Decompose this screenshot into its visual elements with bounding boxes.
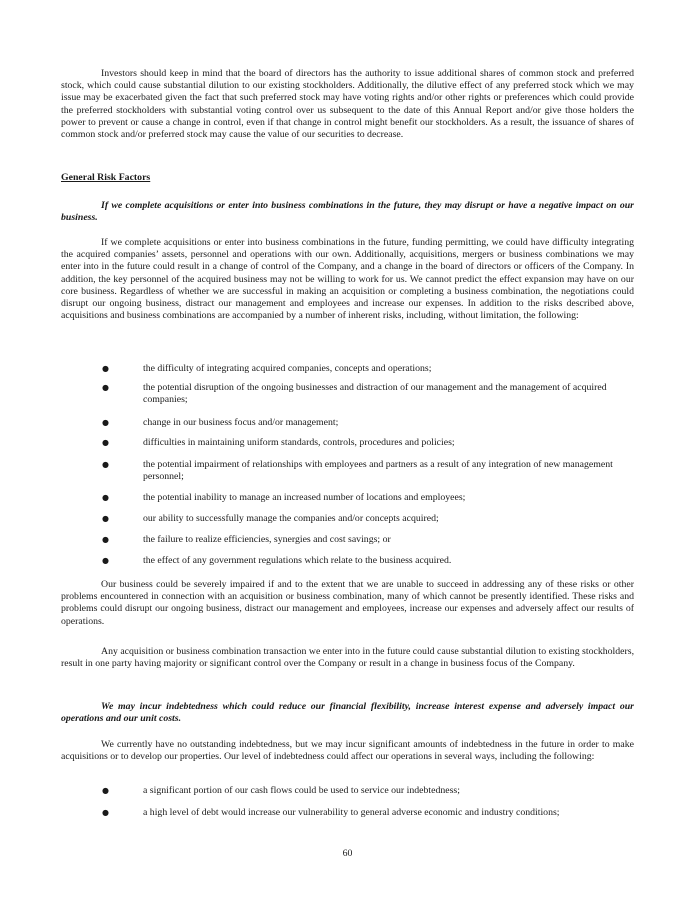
list-item-text: the effect of any government regulations which relate to the business acquired. (143, 555, 452, 566)
acquisition-risks-paragraph: Our business could be severely impaired if and to the extent that we are unable to succeed in addressing any of these risks or other problems encountered in connection with an acquisition or business combination, many of which cannot be presently identified. These risks and problems could disrupt our ongoing business, distract our management and employees, increase our expenses and adversely affect our results of operations. (61, 579, 634, 627)
acquisition-dilution-paragraph: Any acquisition or business combination transaction we enter into in the future could cause substantial dilution to existing stockholders, result in one party having majority or significant control over the Company or result in a change in business focus of the Company. (61, 646, 635, 670)
page-number: 60 (342, 848, 353, 859)
list-item-text: the potential disruption of the ongoing businesses and distraction of our management and the management of acquired companies; (143, 382, 607, 406)
bullet-icon: ● (102, 460, 109, 469)
list-item-text: the potential impairment of relationships with employees and partners as a result of any integration of new management personnel; (143, 459, 613, 483)
risk-title-acquisitions: If we complete acquisitions or enter into business combinations in the future, they may disrupt or have a negative impact on our business. (61, 200, 634, 224)
list-item-text: a significant portion of our cash flows could be used to service our indebtedness; (143, 785, 460, 796)
list-item-text: a high level of debt would increase our vulnerability to general adverse economic and industry conditions; (143, 807, 560, 818)
bullet-icon: ● (102, 808, 109, 817)
list-item-text: our ability to successfully manage the companies and/or concepts acquired; (143, 513, 439, 524)
list-item-text: the failure to realize efficiencies, synergies and cost savings; or (143, 534, 391, 545)
section-heading: General Risk Factors (61, 172, 151, 183)
list-item-text: difficulties in maintaining uniform standards, controls, procedures and policies; (143, 437, 455, 448)
bullet-icon: ● (102, 535, 109, 544)
bullet-icon: ● (102, 556, 109, 565)
bullet-icon: ● (102, 493, 109, 502)
risk-paragraph-indebtedness: We currently have no outstanding indebtedness, but we may incur significant amounts of indebtedness in the future in order to make acquisitions or to develop our properties. Our level of indebtedness could affect our operations in several ways, including the following: (61, 739, 634, 763)
risk-paragraph-acquisitions: If we complete acquisitions or enter into business combinations in the future, funding permitting, we could have difficulty integrating the acquired companies’ assets, personnel and operations with our own. Additionally, acquisitions, mergers or business combinations we may enter into in the future could result in a change of control of the Company, and a change in the board of directors or officers of the Company. In addition, the key personnel of the acquired business may not be willing to work for us. We cannot predict the effect expansion may have on our core business. Regardless of whether we are successful in making an acquisition or completing a business combination, the negotiations could disrupt our ongoing business, distract our management and employees and increase our expenses. In addition to the risks described above, acquisitions and business combinations are accompanied by a number of inherent risks, including, without limitation, the following: (61, 237, 634, 322)
bullet-icon: ● (102, 383, 109, 392)
bullet-icon: ● (102, 364, 109, 373)
list-item-text: change in our business focus and/or management; (143, 417, 339, 428)
intro-paragraph: Investors should keep in mind that the board of directors has the authority to issue additional shares of common stock and preferred stock, which could cause substantial dilution to our existing stockholders. Additionally, the dilutive effect of any preferred stock which we may issue may be exacerbated given the fact that such preferred stock may have voting rights and/or other rights or preferences which could provide the preferred stockholders with substantial voting control over us subsequent to the date of this Annual Report and/or give those holders the power to prevent or cause a change in control, even if that change in control might benefit our stockholders. As a result, the issuance of shares of common stock and/or preferred stock may cause the value of our securities to decrease. (61, 68, 634, 141)
bullet-icon: ● (102, 418, 109, 427)
bullet-icon: ● (102, 438, 109, 447)
list-item-text: the potential inability to manage an increased number of locations and employees; (143, 492, 466, 503)
risk-title-indebtedness: We may incur indebtedness which could reduce our financial flexibility, increase interest expense and adversely impact our operations and our unit costs. (61, 701, 634, 725)
list-item-text: the difficulty of integrating acquired companies, concepts and operations; (143, 363, 432, 374)
bullet-icon: ● (102, 514, 109, 523)
bullet-icon: ● (102, 786, 109, 795)
